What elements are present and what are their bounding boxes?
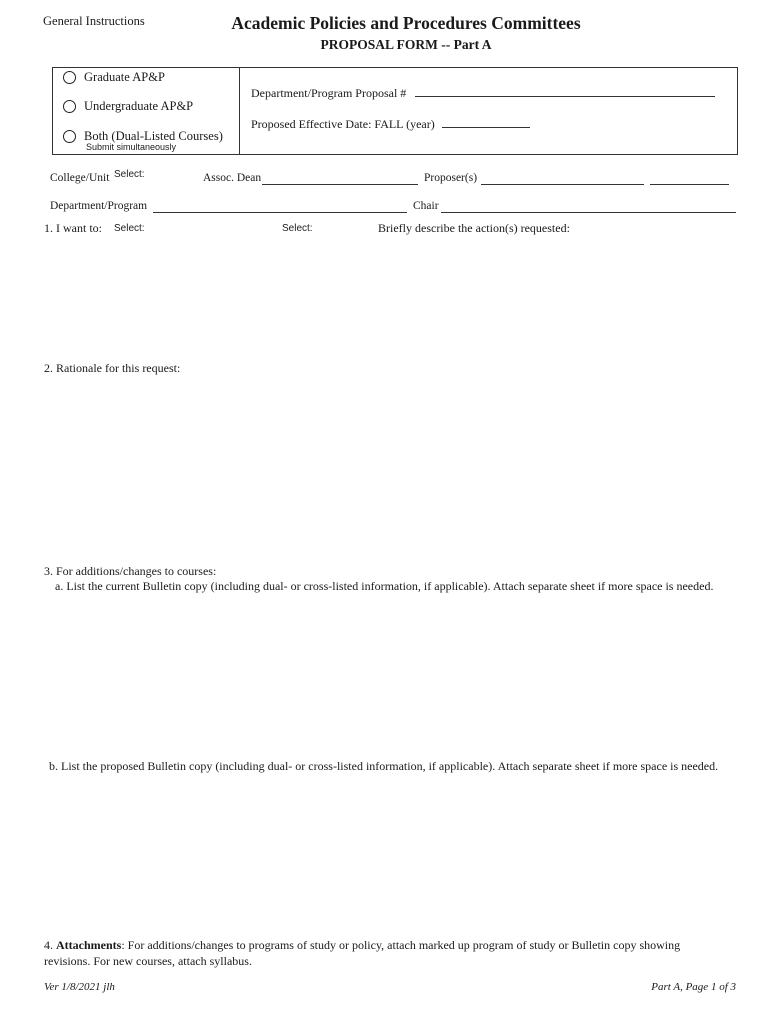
general-instructions-link[interactable]: General Instructions: [43, 14, 145, 28]
q4-number: 4.: [44, 938, 53, 952]
box-divider: [239, 68, 240, 154]
radio-both-circle-icon[interactable]: [63, 130, 76, 143]
page-subtitle: PROPOSAL FORM -- Part A: [320, 37, 492, 52]
q3a-answer-area[interactable]: [44, 598, 734, 748]
q2-answer-area[interactable]: [44, 380, 734, 560]
q1-select-action[interactable]: Select:: [114, 223, 145, 234]
committee-box: [52, 67, 738, 155]
effective-date-row: [251, 115, 530, 132]
q2-label: 2. Rationale for this request:: [44, 361, 181, 375]
department-label: Department/Program: [50, 200, 148, 212]
page-number-footer: Part A, Page 1 of 3: [651, 981, 736, 993]
committee-note: Submit simultaneously: [86, 142, 177, 152]
proposal-number-field[interactable]: [415, 84, 715, 97]
assoc-dean-label: Assoc. Dean: [203, 172, 262, 184]
q1-answer-area[interactable]: [44, 240, 734, 355]
radio-undergraduate-circle-icon[interactable]: [63, 100, 76, 113]
proposers-field[interactable]: [481, 184, 644, 185]
q3-label: 3. For additions/changes to courses:: [44, 564, 217, 578]
radio-graduate[interactable]: [63, 70, 165, 85]
radio-graduate-label: Graduate AP&P: [84, 70, 165, 84]
q1-select-type[interactable]: Select:: [282, 223, 313, 234]
effective-date-label: Proposed Effective Date: FALL (year): [251, 117, 435, 131]
q3b-answer-area[interactable]: [44, 778, 734, 928]
radio-both-label: Both (Dual-Listed Courses): [84, 129, 223, 143]
radio-graduate-circle-icon[interactable]: [63, 71, 76, 84]
q4-line1: [44, 938, 680, 953]
q3a-label: a. List the current Bulletin copy (including dual- or cross-listed information, if applicable). Attach separate sheet if more space is needed.: [55, 579, 714, 593]
effective-date-field[interactable]: [442, 115, 530, 128]
q1-label: 1. I want to:: [44, 221, 102, 235]
version-footer: Ver 1/8/2021 jlh: [44, 981, 115, 993]
assoc-dean-field[interactable]: [262, 184, 418, 185]
proposers-label: Proposer(s): [424, 172, 478, 184]
department-field[interactable]: [153, 212, 407, 213]
q3b-label: b. List the proposed Bulletin copy (including dual- or cross-listed information, if applicable). Attach separate sheet if more space is needed.: [49, 759, 719, 773]
radio-undergraduate[interactable]: [63, 99, 193, 114]
chair-label: Chair: [413, 200, 439, 212]
page-title: Academic Policies and Procedures Committees: [231, 13, 581, 33]
q4-text: : For additions/changes to programs of study or policy, attach marked up program of study or Bulletin copy showing: [121, 938, 681, 952]
q4-line2: revisions. For new courses, attach syllabus.: [44, 954, 252, 968]
proposal-number-row: [251, 84, 715, 101]
q1-describe-label: Briefly describe the action(s) requested:: [378, 221, 570, 235]
radio-undergraduate-label: Undergraduate AP&P: [84, 99, 194, 113]
chair-field[interactable]: [441, 212, 736, 213]
college-select[interactable]: Select:: [114, 169, 145, 180]
proposers-field-2[interactable]: [650, 184, 729, 185]
college-label: College/Unit: [50, 172, 110, 184]
q4-attachments-label: Attachments: [56, 938, 122, 952]
proposal-number-label: Department/Program Proposal #: [251, 86, 407, 100]
